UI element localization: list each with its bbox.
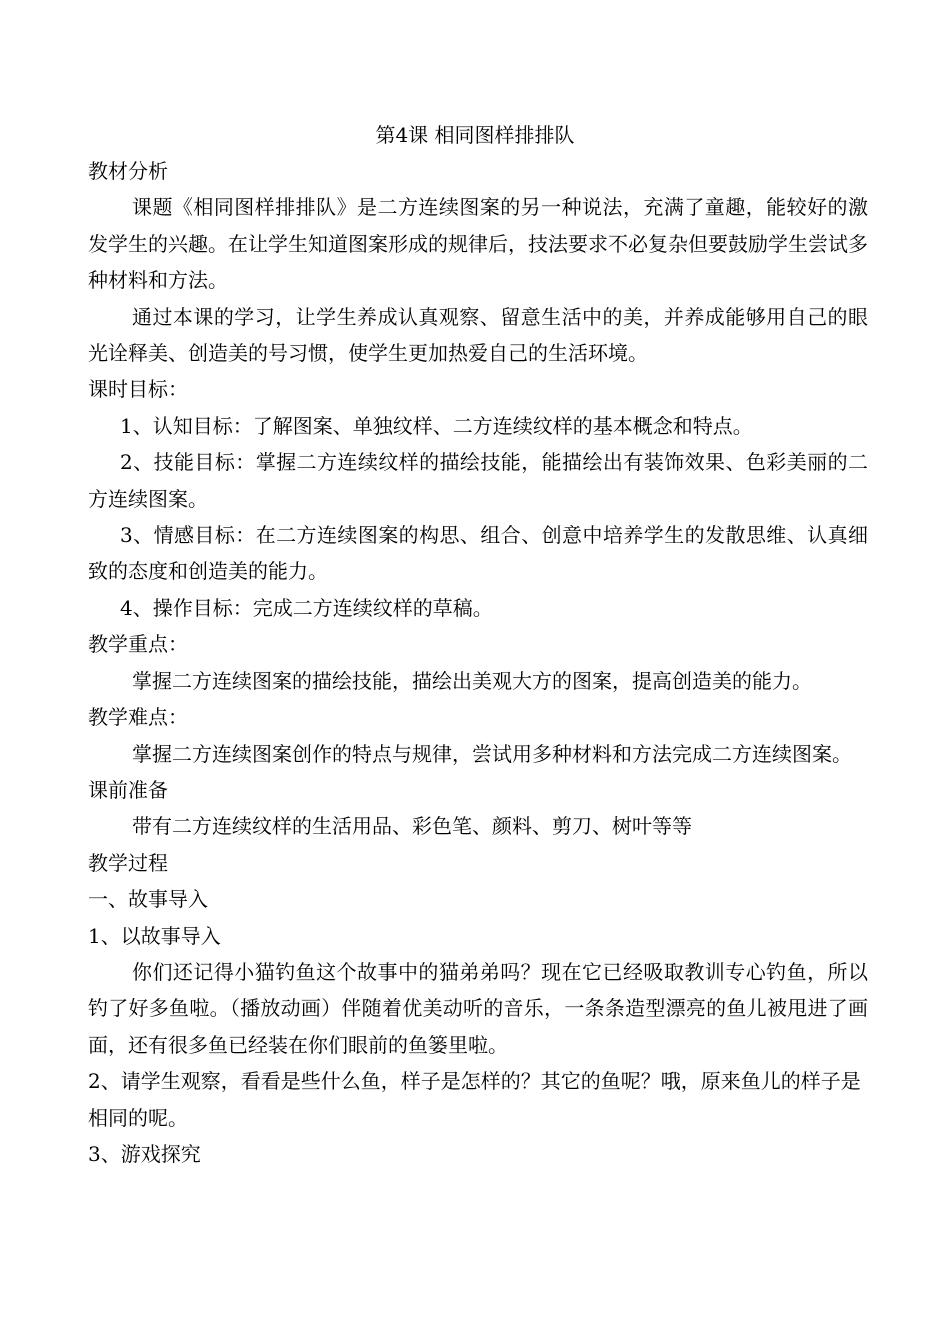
objective-item-1: 1、认知目标：了解图案、单独纹样、二方连续纹样的基本概念和特点。	[120, 413, 753, 438]
heading-key-points: 教学重点：	[88, 632, 188, 657]
difficulties-text: 掌握二方连续图案创作的特点与规律，尝试用多种材料和方法完成二方连续图案。	[132, 741, 852, 766]
process-step-1-text: 你们还记得小猫钓鱼这个故事中的猫弟弟吗？现在它已经吸取教训专心钓鱼，所以钓了好多鱼啦。（播放动画）伴随着优美动听的音乐，一条条造型漂亮的鱼儿被甩进了画面，还有很多鱼已经装在你们眼前的鱼篓里啦。	[88, 959, 868, 1057]
process-part-1: 一、故事导入	[88, 887, 208, 912]
heading-process: 教学过程	[88, 850, 168, 875]
analysis-paragraph-1: 课题《相同图样排排队》是二方连续图案的另一种说法，充满了童趣，能较好的激发学生的兴趣。在让学生知道图案形成的规律后，技法要求不必复杂但要鼓励学生尝试多种材料和方法。	[88, 195, 868, 293]
analysis-paragraph-2: 通过本课的学习，让学生养成认真观察、留意生活中的美，并养成能够用自己的眼光诠释美、创造美的号习惯，使学生更加热爱自己的生活环境。	[88, 304, 868, 366]
document-title: 第4课 相同图样排排队	[375, 123, 575, 147]
document-body	[88, 153, 868, 1172]
process-step-2: 2、请学生观察，看看是些什么鱼，样子是怎样的？其它的鱼呢？哦，原来鱼儿的样子是相同的呢。	[88, 1069, 861, 1130]
heading-difficulties: 教学难点：	[88, 705, 188, 730]
process-step-3: 3、游戏探究	[88, 1141, 201, 1166]
process-step-1: 1、以故事导入	[88, 923, 221, 948]
preparation-text: 带有二方连续纹样的生活用品、彩色笔、颜料、剪刀、树叶等等	[132, 814, 692, 839]
objective-item-2: 2、技能目标：掌握二方连续纹样的描绘技能，能描绘出有装饰效果、色彩美丽的二方连续图案。	[88, 450, 868, 511]
heading-preparation: 课前准备	[88, 777, 168, 802]
key-points-text: 掌握二方连续图案的描绘技能，描绘出美观大方的图案，提高创造美的能力。	[132, 668, 812, 693]
objective-item-3: 3、情感目标：在二方连续图案的构思、组合、创意中培养学生的发散思维、认真细致的态度和创造美的能力。	[88, 523, 868, 584]
heading-objectives: 课时目标：	[88, 377, 188, 402]
heading-analysis: 教材分析	[88, 159, 168, 183]
objective-item-4: 4、操作目标：完成二方连续纹样的草稿。	[120, 595, 493, 620]
